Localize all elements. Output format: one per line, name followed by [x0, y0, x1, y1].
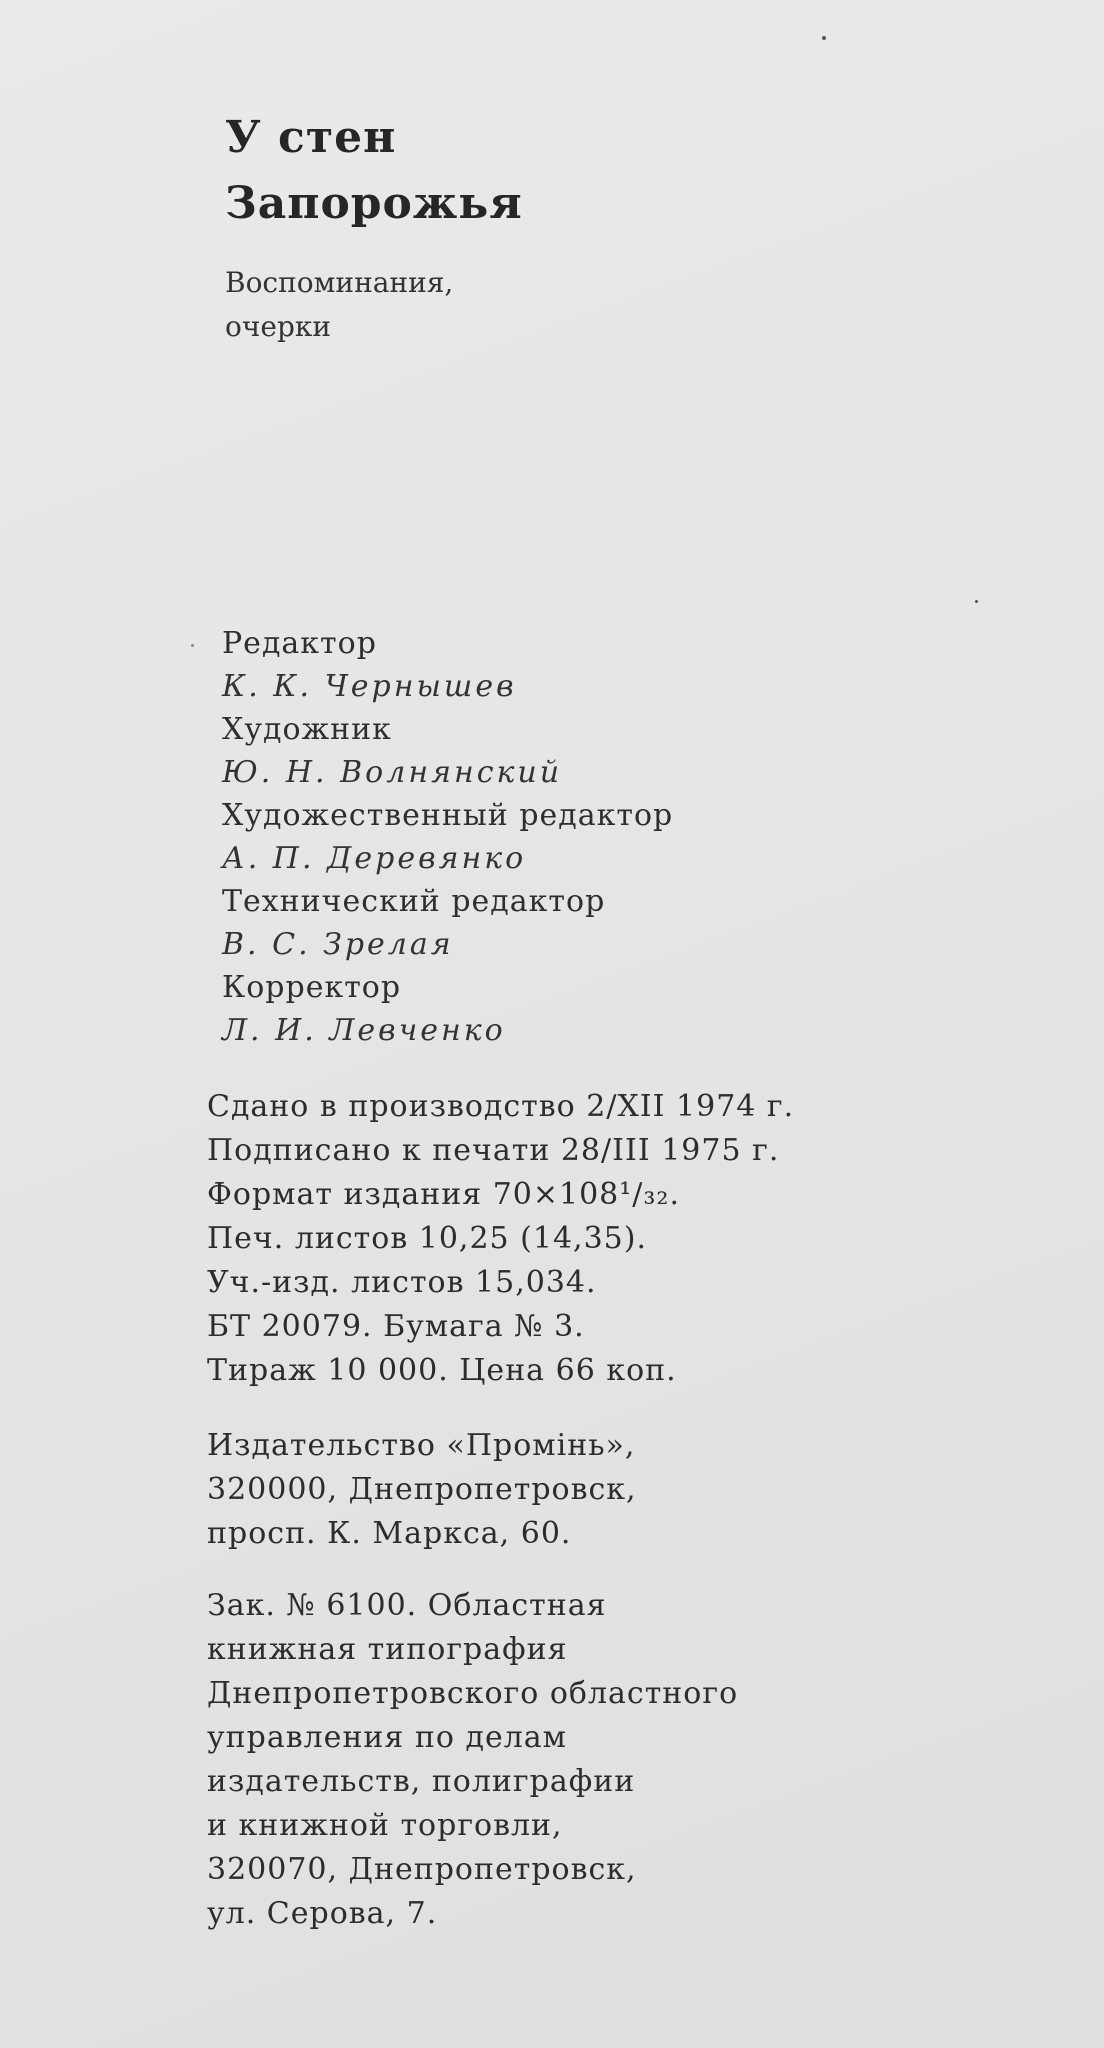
- printer-line: 320070, Днепропетровск,: [207, 1852, 637, 1887]
- credit-role: Художественный редактор: [222, 798, 674, 833]
- paper-speck: [191, 644, 194, 647]
- printer-line: и книжной торговли,: [207, 1808, 563, 1843]
- credit-person: Л. И. Левченко: [222, 1013, 506, 1048]
- print-detail-line: Сдано в производство 2/XII 1974 г.: [207, 1089, 795, 1124]
- credit-person: А. П. Деревянко: [222, 841, 527, 876]
- print-detail-line: Уч.-изд. листов 15,034.: [207, 1265, 597, 1300]
- printer-line: управления по делам: [207, 1720, 567, 1755]
- printer-line: издательств, полиграфии: [207, 1764, 636, 1799]
- credit-person: К. К. Чернышев: [222, 669, 517, 704]
- publisher-line: 320000, Днепропетровск,: [207, 1472, 637, 1507]
- paper-speck: [822, 36, 826, 40]
- publisher-line: Издательство «Промінь»,: [207, 1428, 636, 1463]
- credit-role: Корректор: [222, 970, 402, 1005]
- printer-line: Зак. № 6100. Областная: [207, 1588, 607, 1623]
- credit-person: Ю. Н. Волнянский: [222, 755, 563, 790]
- print-details: [207, 1085, 794, 1393]
- publisher-line: просп. К. Маркса, 60.: [207, 1516, 572, 1551]
- subtitle-line-1: Воспоминания,: [225, 266, 454, 299]
- print-detail-line: Формат издания 70×108¹/₃₂.: [207, 1177, 680, 1212]
- credit-person: В. С. Зрелая: [222, 927, 454, 962]
- print-detail-line: Печ. листов 10,25 (14,35).: [207, 1221, 648, 1256]
- print-detail-line: Тираж 10 000. Цена 66 коп.: [207, 1353, 677, 1388]
- credit-role: Технический редактор: [222, 884, 606, 919]
- title-block: [225, 105, 523, 349]
- print-detail-line: БТ 20079. Бумага № 3.: [207, 1309, 585, 1344]
- printer-line: книжная типография: [207, 1632, 568, 1667]
- book-title-line-2: Запорожья: [225, 178, 523, 229]
- book-subtitle: [225, 261, 523, 349]
- credit-role: Художник: [222, 712, 392, 747]
- publisher-address: [207, 1424, 637, 1556]
- print-detail-line: Подписано к печати 28/III 1975 г.: [207, 1133, 780, 1168]
- book-title-line-1: У стен: [225, 112, 397, 163]
- credit-role: Редактор: [222, 626, 377, 661]
- printer-line: ул. Серова, 7.: [207, 1896, 438, 1931]
- printer-details: [207, 1584, 738, 1936]
- paper-speck: [975, 600, 978, 603]
- subtitle-line-2: очерки: [225, 310, 332, 343]
- printer-line: Днепропетровского областного: [207, 1676, 739, 1711]
- credits-list: [222, 622, 673, 1052]
